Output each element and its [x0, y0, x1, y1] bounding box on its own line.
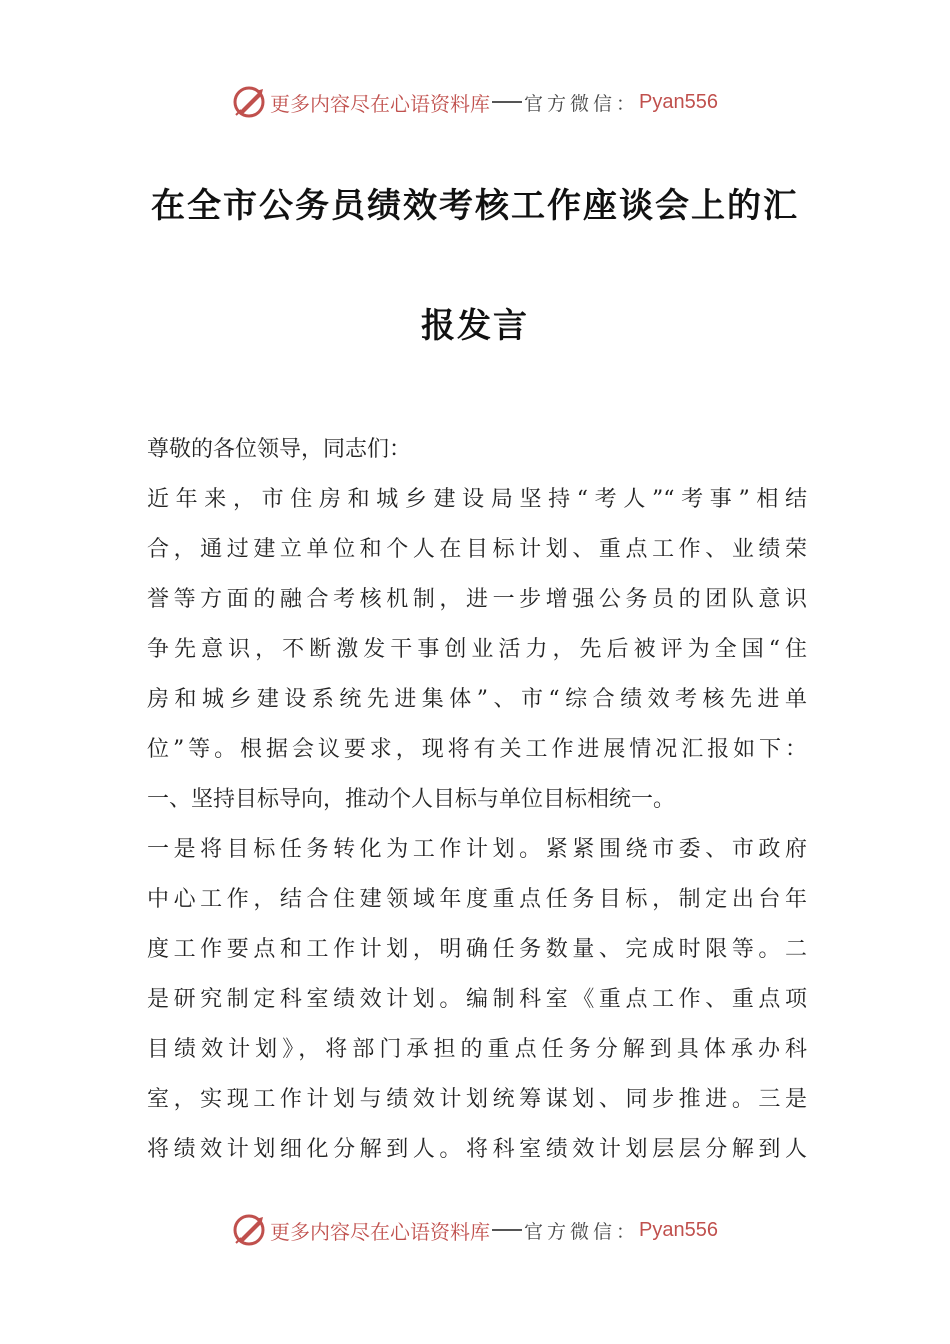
quill-logo-icon	[232, 85, 266, 119]
body-line-salutation: 尊敬的各位领导，同志们：	[147, 437, 412, 462]
body-line-section-heading: 一、坚持目标导向，推动个人目标与单位目标相统一。	[147, 787, 676, 812]
document-body	[147, 425, 807, 1175]
watermark-wechat-id: Pyan556	[639, 1218, 718, 1241]
footer-watermark	[0, 1210, 950, 1250]
body-line: 中心工作，结合住建领域年度重点任务目标，制定出台年	[147, 887, 807, 912]
watermark-text: 更多内容尽在心语资料库	[270, 1219, 490, 1244]
body-line: 位”等。根据会议要求，现将有关工作进展情况汇报如下：	[147, 737, 807, 762]
body-line: 争先意识，不断激发干事创业活力，先后被评为全国“住	[147, 637, 807, 662]
body-line: 房和城乡建设系统先进集体”、市“综合绩效考核先进单	[147, 687, 807, 712]
body-line: 是研究制定科室绩效计划。编制科室《重点工作、重点项	[147, 987, 807, 1012]
body-line: 誉等方面的融合考核机制，进一步增强公务员的团队意识	[147, 587, 807, 612]
watermark-dash	[492, 101, 522, 103]
watermark-wechat-id: Pyan556	[639, 90, 718, 113]
watermark-dash	[492, 1229, 522, 1231]
document-title-line1: 在全市公务员绩效考核工作座谈会上的汇	[151, 186, 799, 226]
quill-logo-icon	[232, 1213, 266, 1247]
header-watermark	[0, 82, 950, 122]
body-line: 将绩效计划细化分解到人。将科室绩效计划层层分解到人	[147, 1137, 807, 1162]
watermark-text: 更多内容尽在心语资料库	[270, 91, 490, 116]
body-line: 目绩效计划》，将部门承担的重点任务分解到具体承办科	[147, 1037, 807, 1062]
body-line: 室，实现工作计划与绩效计划统筹谋划、同步推进。三是	[147, 1087, 807, 1112]
body-line: 合，通过建立单位和个人在目标计划、重点工作、业绩荣	[147, 537, 807, 562]
watermark-wechat-label: 官方微信：	[524, 1220, 640, 1243]
body-line: 度工作要点和工作计划，明确任务数量、完成时限等。二	[147, 937, 807, 962]
watermark-wechat-label: 官方微信：	[524, 92, 640, 115]
body-line: 一是将目标任务转化为工作计划。紧紧围绕市委、市政府	[147, 837, 807, 862]
document-title-line2: 报发言	[421, 306, 529, 346]
body-line: 近年来，市住房和城乡建设局坚持“考人”“考事”相结	[147, 487, 807, 512]
